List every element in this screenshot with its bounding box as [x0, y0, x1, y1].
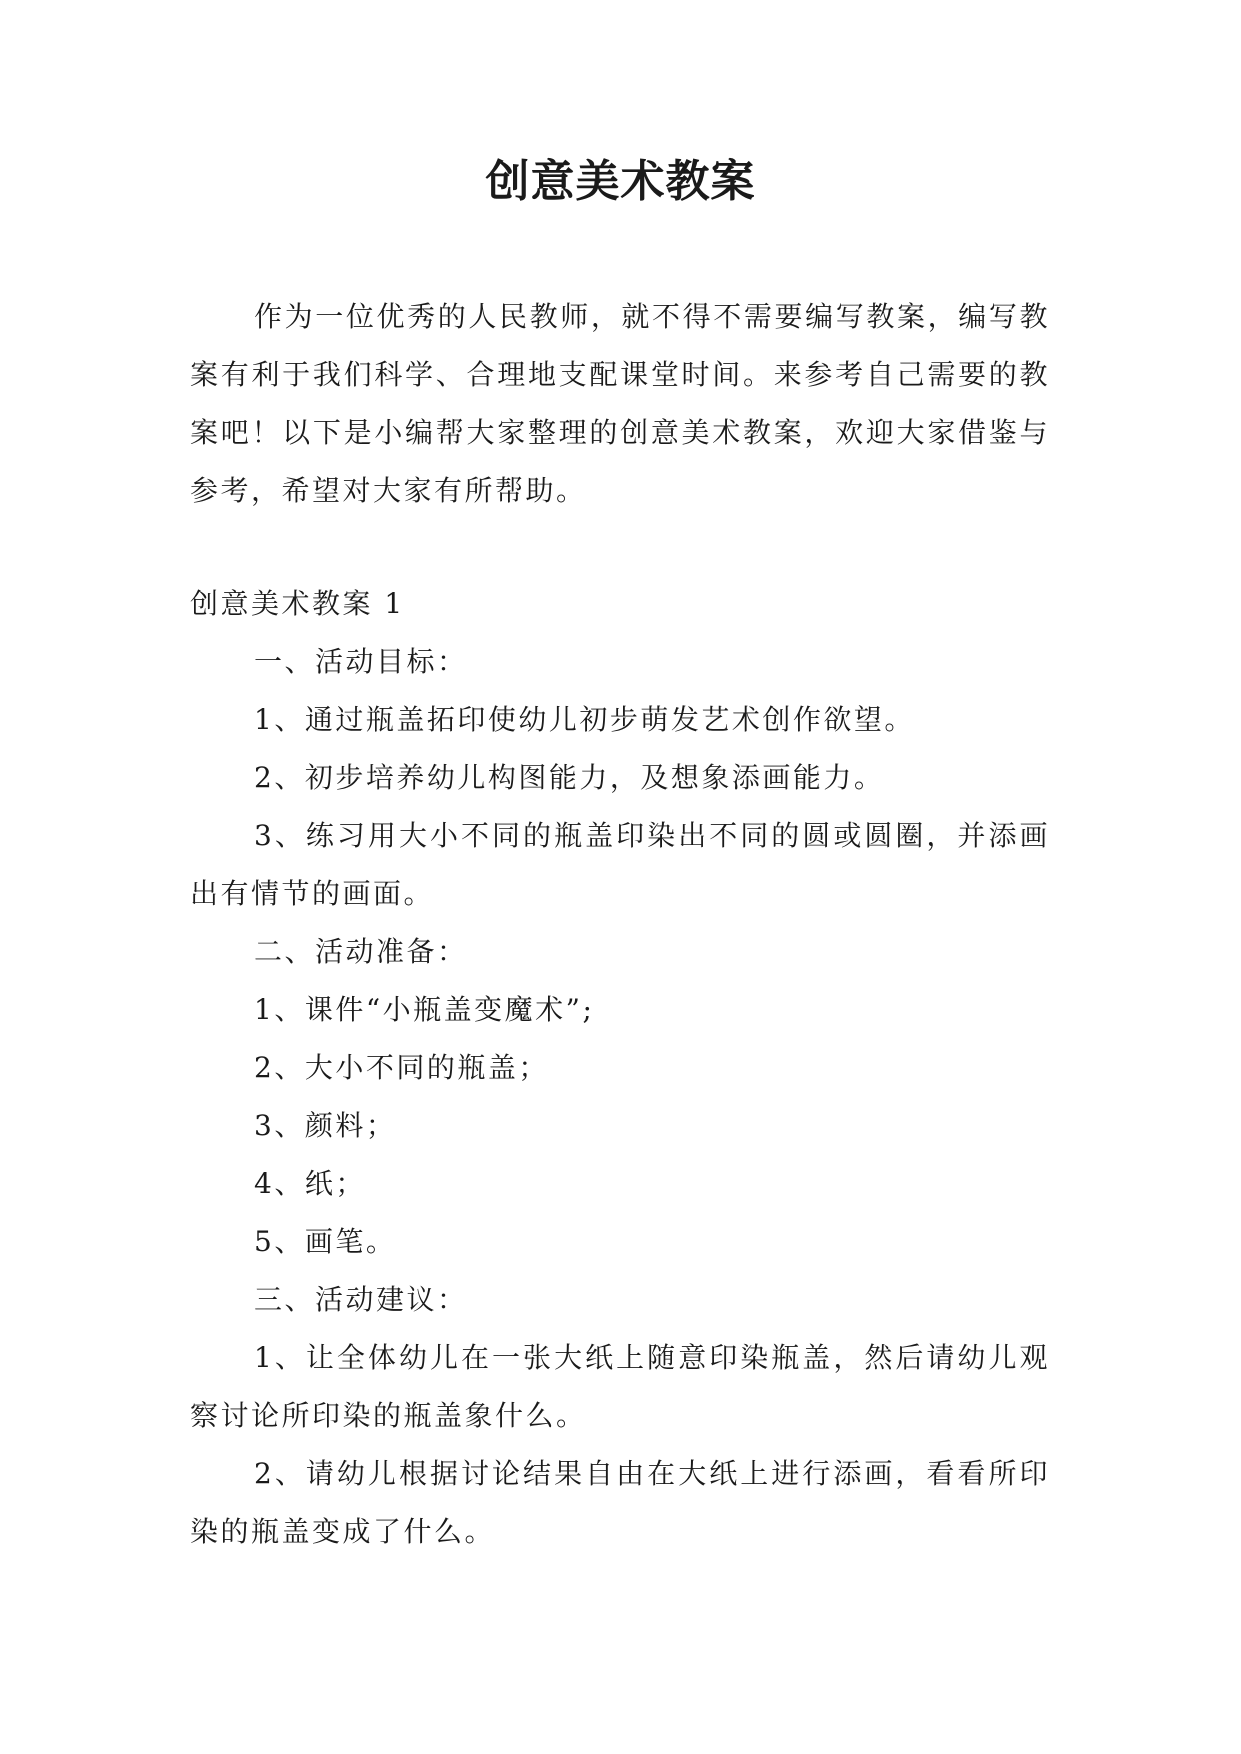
- prep-item-3: 3、颜料；: [254, 1109, 397, 1142]
- lesson-plan-section: [190, 575, 1050, 1561]
- goal-item-2: 2、初步培养幼儿构图能力，及想象添画能力。: [254, 761, 885, 794]
- prep-item-1: 1、课件“小瓶盖变魔术”;: [254, 993, 595, 1026]
- section-title: 创意美术教案 1: [190, 587, 405, 620]
- heading-activity-suggestions: 三、活动建议：: [254, 1283, 468, 1316]
- heading-activity-goals: 一、活动目标：: [254, 645, 468, 678]
- intro-paragraph: 作为一位优秀的人民教师，就不得不需要编写教案，编写教案有利于我们科学、合理地支配课堂时间。来参考自己需要的教案吧！以下是小编帮大家整理的创意美术教案，欢迎大家借鉴与参考，希望对大家有所帮助。: [190, 300, 1050, 507]
- prep-item-2: 2、大小不同的瓶盖；: [254, 1051, 549, 1084]
- suggestion-item-1: 1、让全体幼儿在一张大纸上随意印染瓶盖，然后请幼儿观察讨论所印染的瓶盖象什么。: [190, 1341, 1050, 1432]
- goal-item-3: 3、练习用大小不同的瓶盖印染出不同的圆或圆圈，并添画出有情节的画面。: [190, 819, 1050, 910]
- prep-item-4: 4、纸；: [254, 1167, 366, 1200]
- prep-item-5: 5、画笔。: [254, 1225, 397, 1258]
- heading-activity-preparation: 二、活动准备：: [254, 935, 468, 968]
- goal-item-1: 1、通过瓶盖拓印使幼儿初步萌发艺术创作欲望。: [254, 703, 915, 736]
- suggestion-item-2: 2、请幼儿根据讨论结果自由在大纸上进行添画，看看所印染的瓶盖变成了什么。: [190, 1457, 1050, 1548]
- document-title: 创意美术教案: [485, 156, 756, 207]
